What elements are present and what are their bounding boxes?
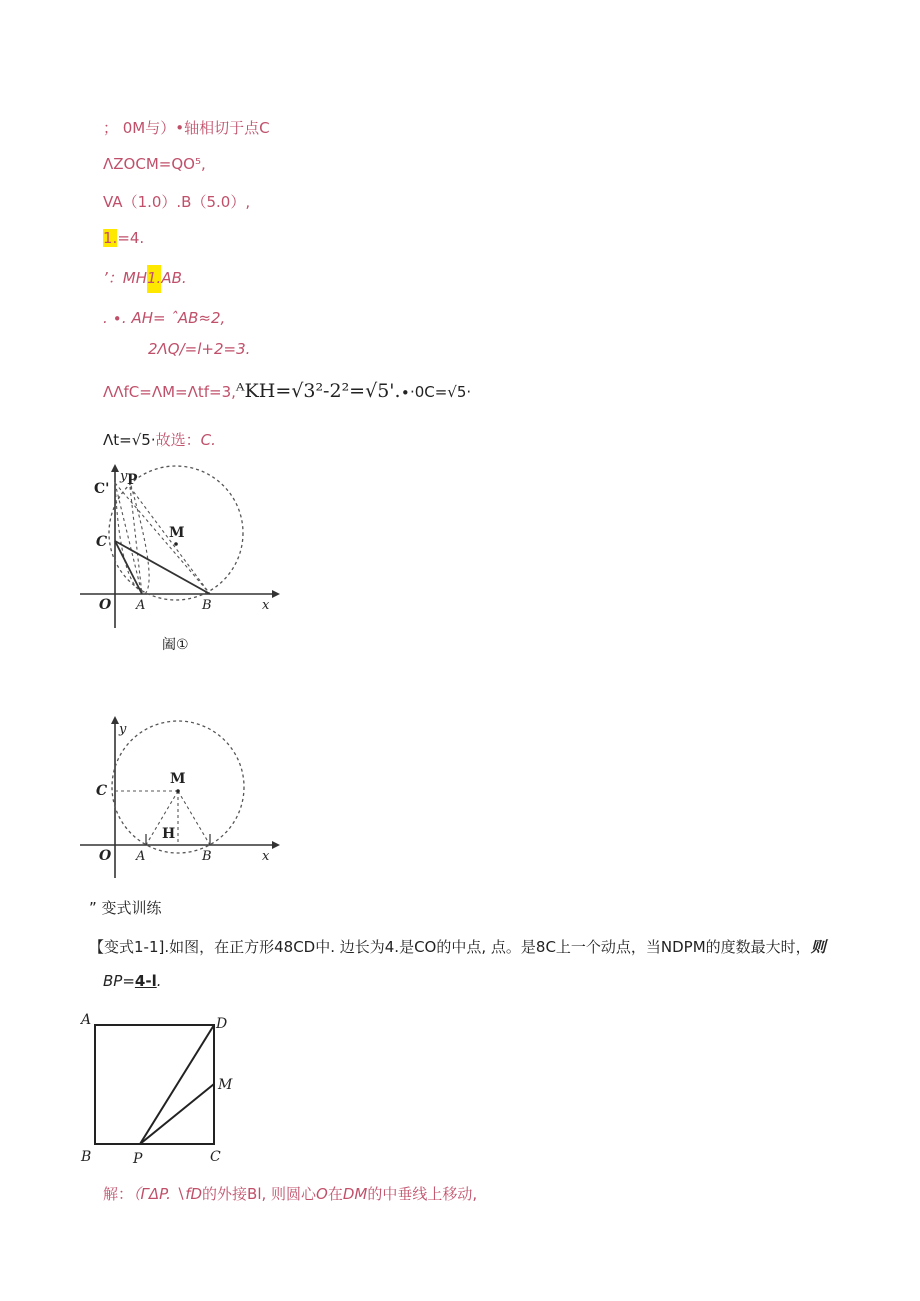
label-b: B xyxy=(202,849,212,864)
segment-p-m xyxy=(140,1084,214,1144)
square-abcd xyxy=(95,1025,214,1144)
label-y: y xyxy=(119,722,127,737)
label-p: P xyxy=(133,1151,143,1167)
solution-line-9: Λt=√5·故选：C. xyxy=(103,431,216,449)
solution-line-3: VA（1.0）.B（5.0）, xyxy=(103,193,251,211)
label-p: P xyxy=(127,472,138,488)
label-h: H xyxy=(162,826,176,842)
figure-1-caption: 阖① xyxy=(162,637,189,653)
highlight-mark: 1. xyxy=(147,265,161,293)
solution-line-2: ΛZOCM=QO⁵, xyxy=(103,155,206,173)
label-a: A xyxy=(81,1012,92,1028)
label-b: B xyxy=(202,598,212,613)
label-c-prime: C' xyxy=(94,481,110,497)
label-m: M xyxy=(218,1077,233,1093)
solution-line-1: ； 0M与）•轴相切于点C xyxy=(103,119,270,137)
variant-answer: BP=4-l. xyxy=(103,972,162,990)
segment-p-d xyxy=(140,1025,214,1144)
variant-heading: ” 变式训练 xyxy=(89,899,162,917)
label-o: O xyxy=(99,597,112,613)
label-x: x xyxy=(262,598,270,613)
solution-line-7: 2ΛQ/=l+2=3. xyxy=(148,340,251,358)
highlight-mark: 1. xyxy=(103,229,118,247)
label-b: B xyxy=(81,1149,92,1165)
answer-blank: 4-l xyxy=(134,972,157,990)
label-c: C xyxy=(96,534,108,550)
solution-2-line: 解：（ΓΔP. ∖fD的外接Bl, 则圆心O在DM的中垂线上移动, xyxy=(103,1185,478,1203)
solution-line-4: 1.=4. xyxy=(103,229,145,247)
solution-line-5: ’：MH1.AB. xyxy=(103,267,187,288)
label-c: C xyxy=(96,783,108,799)
label-o: O xyxy=(99,848,112,864)
label-d: D xyxy=(216,1016,228,1032)
solution-line-6: . ∙. AH= ˆAB≈2, xyxy=(103,309,226,327)
label-y: y xyxy=(120,469,128,484)
label-a: A xyxy=(136,598,146,613)
label-m: M xyxy=(170,771,186,787)
variant-problem: 【变式1-1].如图，在正方形48CD中. 边长为4.是CO的中点, 点。是8C上一个动点，当NDPM的度数最大时，则 xyxy=(89,938,826,956)
solution-line-8: ΛΛfC=ΛM=Λtf=3,ᴬKH=√3²-2²=√5'.∙·0C=√5· xyxy=(103,380,472,402)
label-m: M xyxy=(169,525,185,541)
label-x: x xyxy=(262,849,270,864)
label-c: C xyxy=(210,1149,221,1165)
label-a: A xyxy=(136,849,146,864)
